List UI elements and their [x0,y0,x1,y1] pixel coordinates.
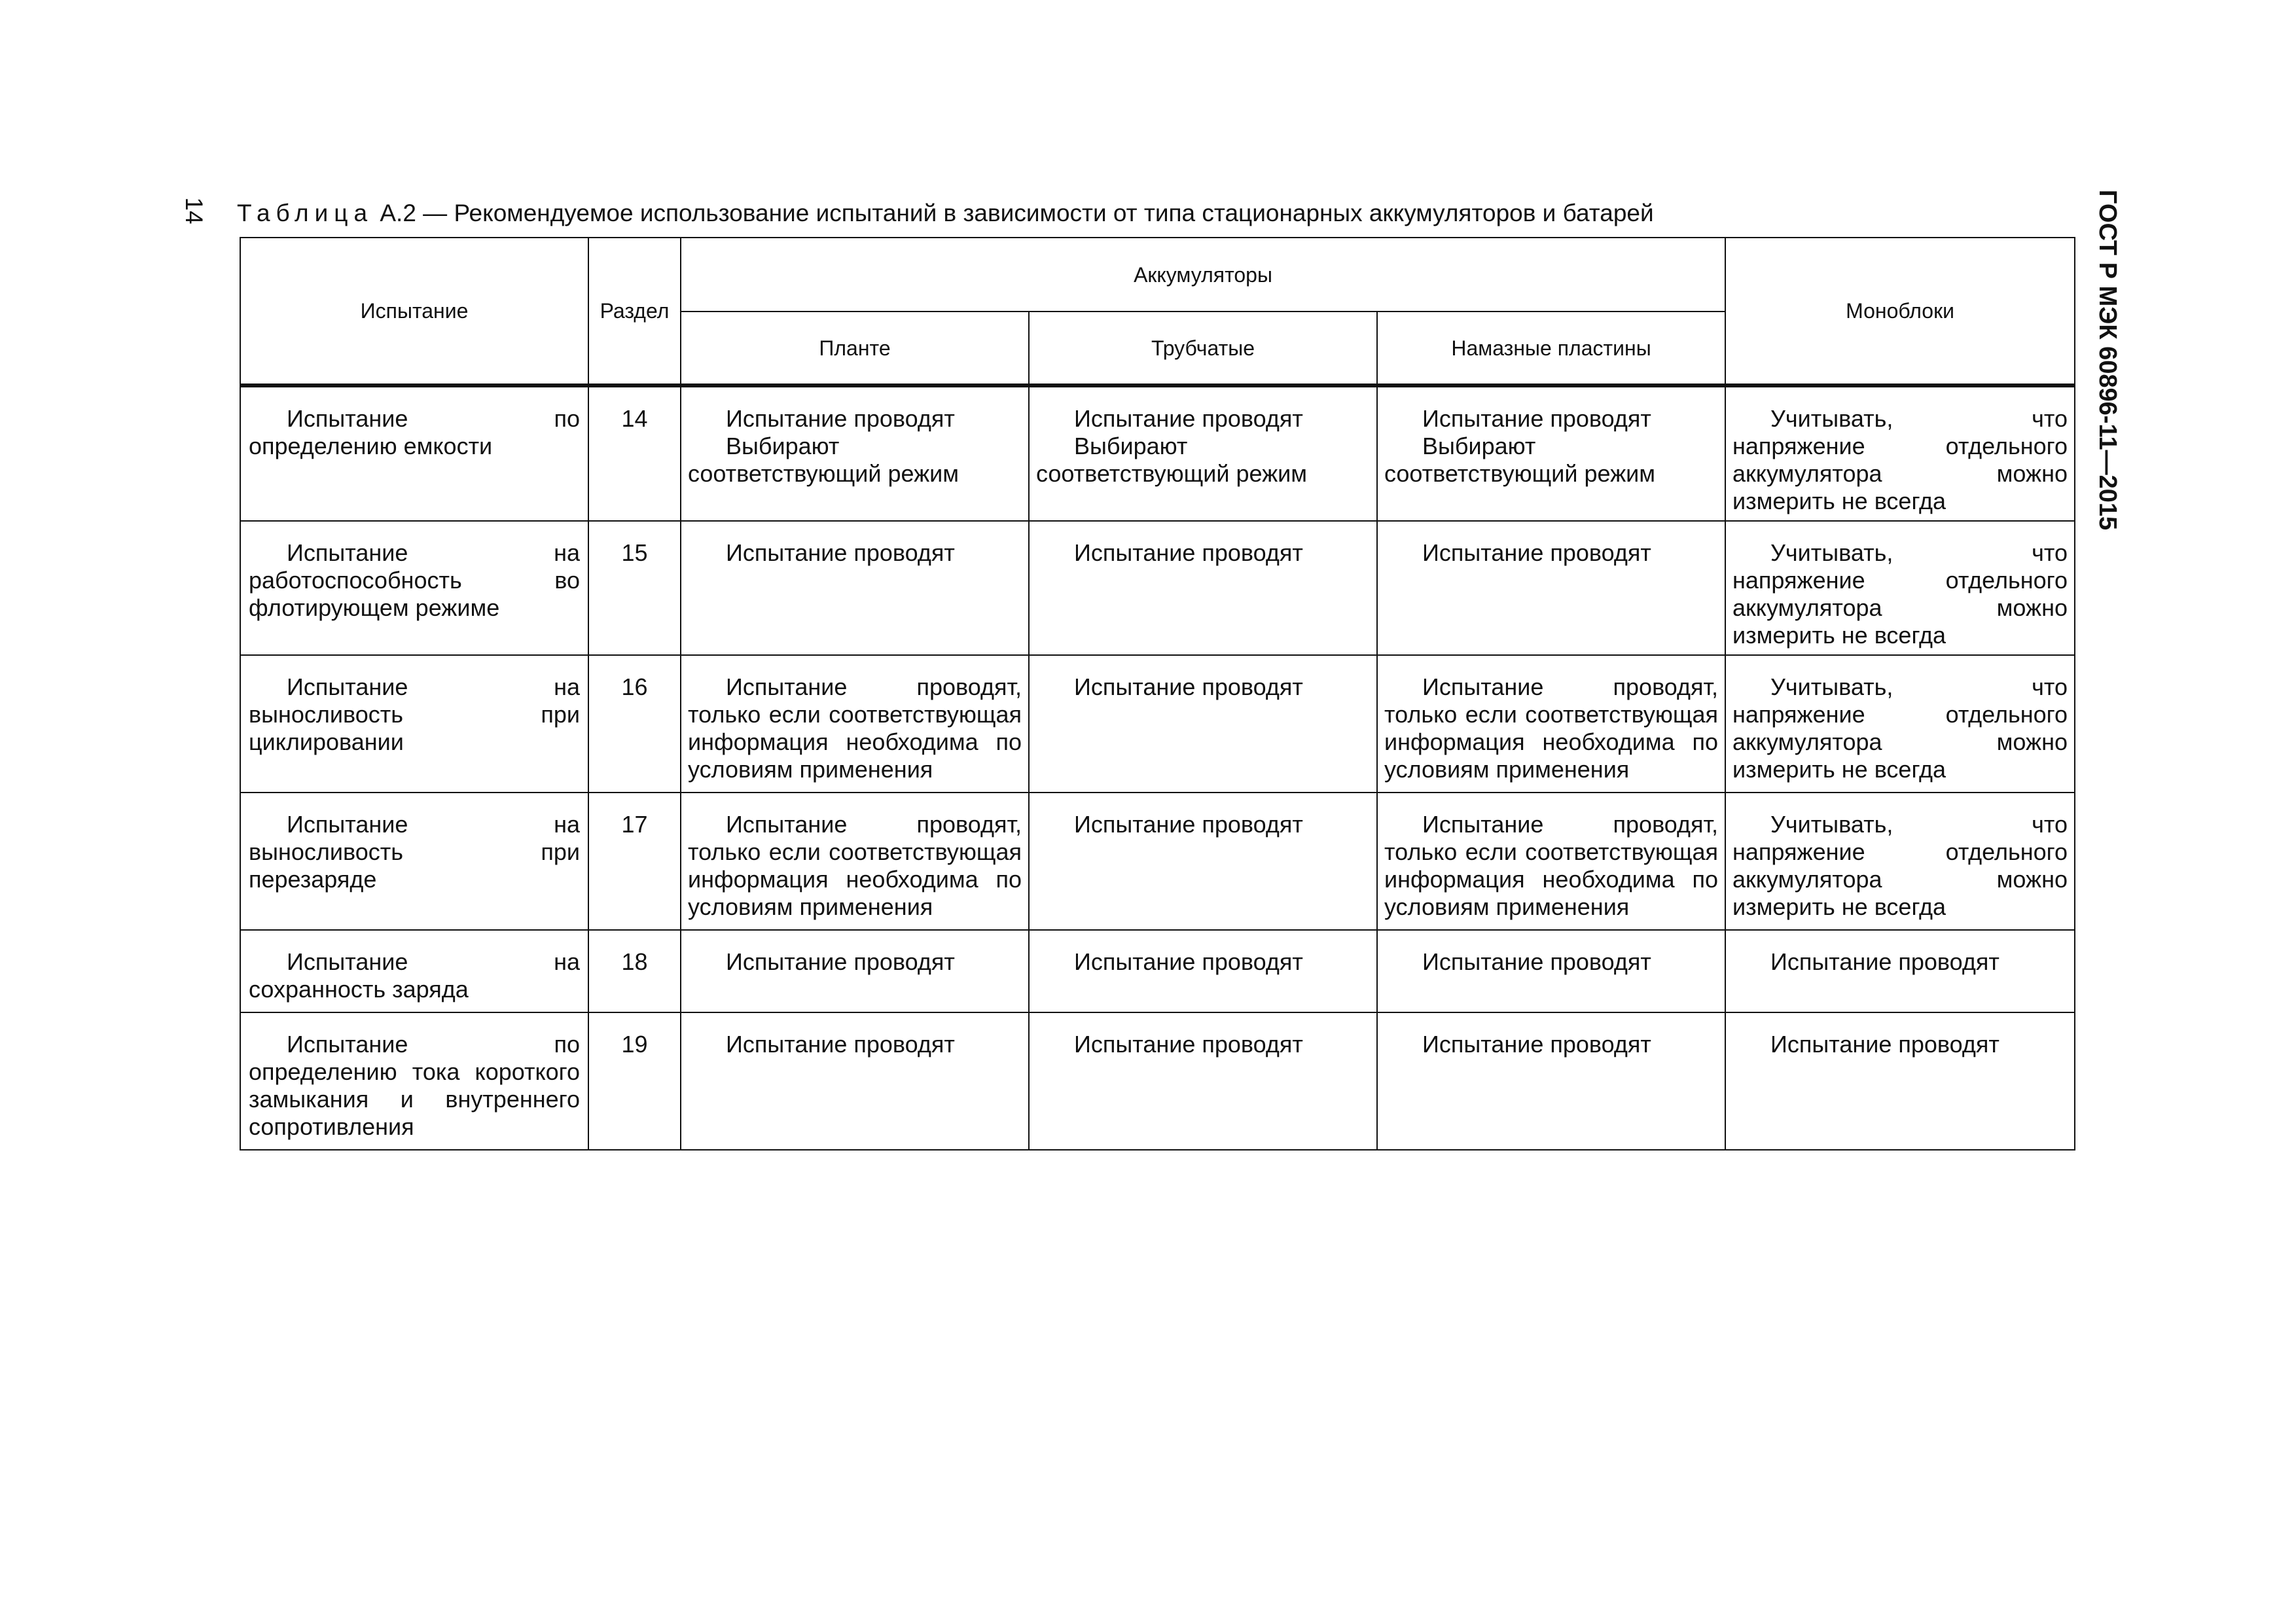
header-tubular: Трубчатые [1029,312,1377,385]
table-row [240,930,2075,1012]
plante-text: Выбирают соответствующий режим [688,433,960,487]
table-body [240,385,2075,1150]
pasted-text: Испытание проводят [1422,948,1651,975]
header-plante: Планте [681,312,1029,385]
monoblocks-text: Учитывать, что напряжение отдельного аккумулятора можно измерить не всегда [1732,811,2068,920]
pasted-text: Испытание проводят, только если соответствующая информация необходима по условиям применения [1384,673,1719,783]
monoblocks-text: Учитывать, что напряжение отдельного аккумулятора можно измерить не всегда [1732,539,2068,649]
header-test: Испытание [240,238,588,385]
section-cell: 18 [588,930,681,1012]
tubular-text: Испытание проводят [1074,948,1303,975]
tubular-text: Испытание проводят [1074,811,1303,838]
table-caption [237,196,1654,230]
pasted-text: Испытание проводят [1422,405,1651,432]
monoblocks-cell [1725,793,2075,930]
monoblocks-cell [1725,655,2075,793]
header-accumulators: Аккумуляторы [681,238,1725,312]
table-row [240,1012,2075,1150]
section-cell: 17 [588,793,681,930]
pasted-text: Выбирают соответствующий режим [1384,433,1656,487]
section-cell: 15 [588,521,681,655]
plante-text: Испытание проводят, только если соответствующая информация необходима по условиям применения [688,673,1022,783]
tubular-text: Выбирают соответствующий режим [1036,433,1308,487]
section-cell: 16 [588,655,681,793]
header-monoblocks: Моноблоки [1725,238,2075,385]
pasted-text: Испытание проводят, только если соответствующая информация необходима по условиям применения [1384,811,1719,920]
plante-cell [681,1012,1029,1150]
plante-text: Испытание проводят [726,539,955,566]
pasted-text: Испытание проводят [1422,539,1651,566]
plante-text: Испытание проводят, только если соответствующая информация необходима по условиям применения [688,811,1022,920]
pasted-cell [1377,385,1725,521]
tubular-cell [1029,930,1377,1012]
pasted-cell [1377,930,1725,1012]
monoblocks-cell [1725,521,2075,655]
test-name-cell: Испытание по определению тока короткого замыкания и внутреннего сопротивления [240,1012,588,1150]
tubular-cell [1029,655,1377,793]
monoblocks-text: Учитывать, что напряжение отдельного аккумулятора можно измерить не всегда [1732,405,2068,514]
tubular-text: Испытание проводят [1074,539,1303,566]
tubular-text: Испытание проводят [1074,673,1303,700]
header-section: Раздел [588,238,681,385]
plante-cell [681,930,1029,1012]
table-row [240,655,2075,793]
pasted-cell [1377,793,1725,930]
caption-text: А.2 — Рекомендуемое использование испытаний в зависимости от типа стационарных аккумуляторов и батарей [380,200,1654,226]
table-header [240,238,2075,385]
monoblocks-text: Испытание проводят [1770,1031,2000,1058]
tubular-text: Испытание проводят [1074,405,1303,432]
plante-cell [681,793,1029,930]
pasted-cell [1377,655,1725,793]
plante-text: Испытание проводят [726,405,955,432]
section-cell: 14 [588,385,681,521]
plante-cell [681,521,1029,655]
tubular-cell [1029,521,1377,655]
monoblocks-text: Испытание проводят [1770,948,2000,975]
monoblocks-cell [1725,930,2075,1012]
caption-label: Таблица [237,200,374,226]
header-pasted: Намазные пластины [1377,312,1725,385]
page-number: 14 [181,197,207,224]
plante-cell [681,655,1029,793]
test-name-cell: Испытание на выносливость при циклировании [240,655,588,793]
monoblocks-cell [1725,385,2075,521]
section-cell: 19 [588,1012,681,1150]
document-code: ГОСТ Р МЭК 60896-11—2015 [2094,189,2121,531]
pasted-cell [1377,1012,1725,1150]
test-name-cell: Испытание на сохранность заряда [240,930,588,1012]
pasted-text: Испытание проводят [1422,1031,1651,1058]
table-row [240,793,2075,930]
test-name-cell: Испытание по определению емкости [240,385,588,521]
recommendations-table [240,237,2075,1150]
tubular-cell [1029,793,1377,930]
test-name-cell: Испытание на работоспособность во флотирующем режиме [240,521,588,655]
table-row [240,521,2075,655]
monoblocks-text: Учитывать, что напряжение отдельного аккумулятора можно измерить не всегда [1732,673,2068,783]
test-name-cell: Испытание на выносливость при перезаряде [240,793,588,930]
monoblocks-cell [1725,1012,2075,1150]
tubular-cell [1029,1012,1377,1150]
tubular-cell [1029,385,1377,521]
tubular-text: Испытание проводят [1074,1031,1303,1058]
plante-text: Испытание проводят [726,1031,955,1058]
pasted-cell [1377,521,1725,655]
plante-cell [681,385,1029,521]
table-row [240,385,2075,521]
plante-text: Испытание проводят [726,948,955,975]
